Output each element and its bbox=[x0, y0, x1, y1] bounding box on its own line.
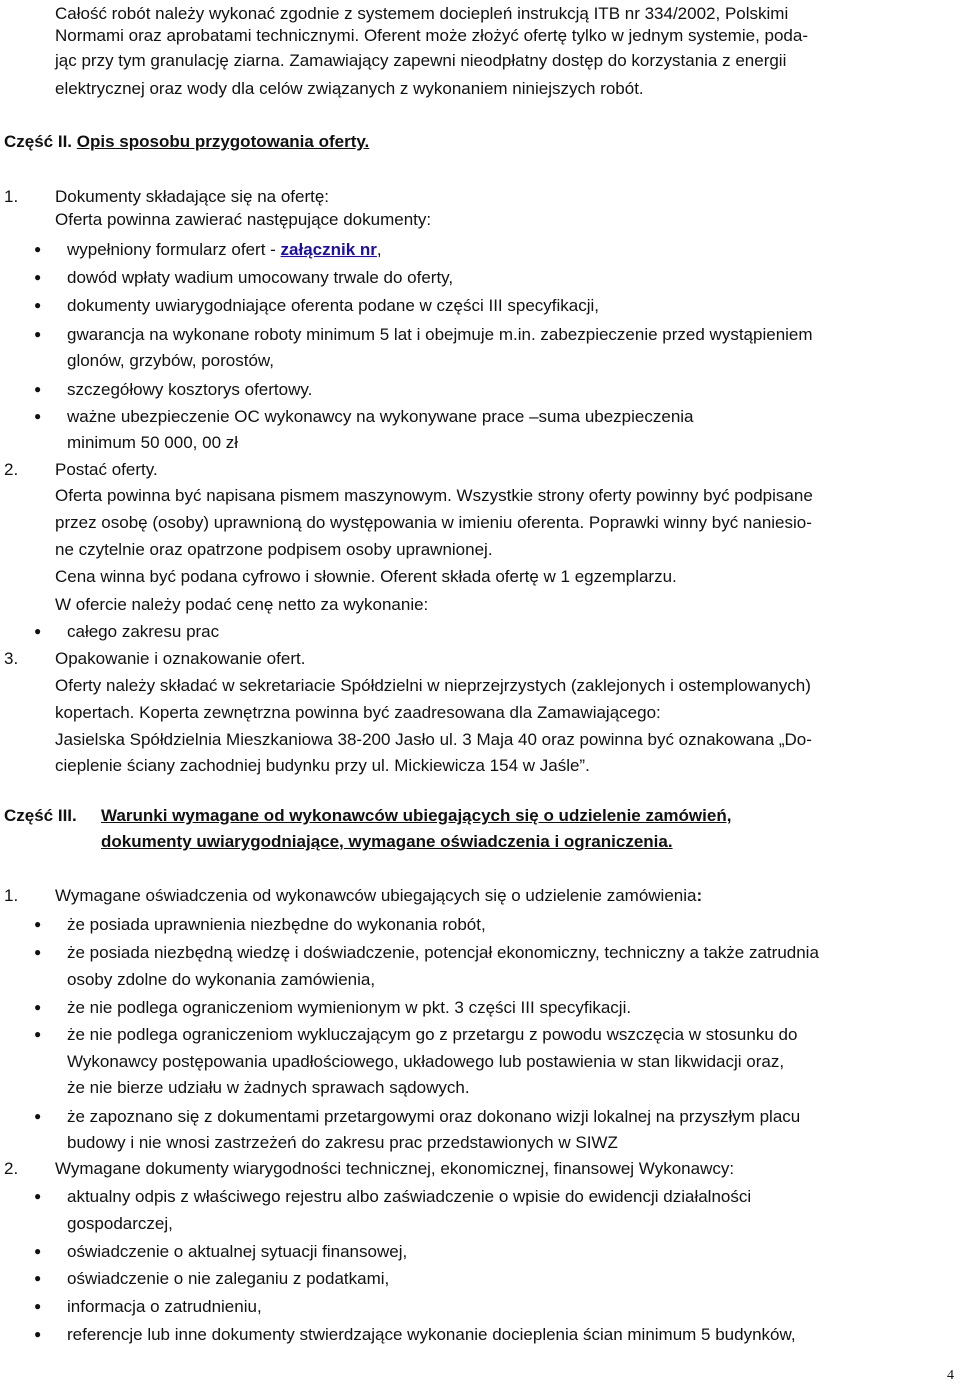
p3-s1-bullet-2a: że posiada niezbędną wiedzę i doświadczenie, potencjał ekonomiczny, techniczny a także zatrudnia bbox=[67, 943, 819, 962]
p3-s2-num: 2. bbox=[4, 1159, 19, 1178]
p2-s1-bullet-4b: glonów, grzybów, porostów, bbox=[67, 351, 274, 370]
p2-s3-line-4: cieplenie ściany zachodniej budynku przy ul. Mickiewicza 154 w Jaśle”. bbox=[55, 756, 590, 775]
bullet-icon: ● bbox=[34, 1299, 42, 1313]
p2-s1-num: 1. bbox=[4, 187, 19, 206]
p3-s1-title-colon: : bbox=[696, 886, 703, 905]
p3-s1-bullet-4a: że nie podlega ograniczeniom wykluczającym go z przetargu z powodu wszczęcia w stosunku do bbox=[67, 1025, 798, 1044]
p2-s2-bullet-1: całego zakresu prac bbox=[67, 622, 220, 641]
bullet-icon: ● bbox=[34, 242, 42, 256]
p2-s2-num: 2. bbox=[4, 460, 19, 479]
bullet-icon: ● bbox=[34, 298, 42, 312]
p3-s1-bullet-1: że posiada uprawnienia niezbędne do wykonania robót, bbox=[67, 915, 486, 934]
p2-s2-line-5: W ofercie należy podać cenę netto za wykonanie: bbox=[55, 595, 429, 614]
attachment-link[interactable]: załącznik nr bbox=[280, 240, 377, 259]
p2-s1-bullet-2: dowód wpłaty wadium umocowany trwale do oferty, bbox=[67, 268, 454, 287]
p2-s2-line-3: ne czytelnie oraz opatrzone podpisem osoby uprawnionej. bbox=[55, 540, 493, 559]
p3-s1-title-text: Wymagane oświadczenia od wykonawców ubiegających się o udzielenie zamówienia bbox=[55, 886, 697, 905]
p2-s1-title: Dokumenty składające się na ofertę: bbox=[55, 187, 330, 206]
p2-s1-bullet-4a: gwarancja na wykonane roboty minimum 5 lat i obejmuje m.in. zabezpieczenie przed wystąpieniem bbox=[67, 325, 813, 344]
part3-title-2: dokumenty uwiarygodniające, wymagane oświadczenia i ograniczenia. bbox=[101, 832, 673, 851]
p2-s1-bullet-6b: minimum 50 000, 00 zł bbox=[67, 433, 239, 452]
p2-s3-num: 3. bbox=[4, 649, 19, 668]
p2-s3-line-3: Jasielska Spółdzielnia Mieszkaniowa 38-200 Jasło ul. 3 Maja 40 oraz powinna być oznakowana „Do- bbox=[55, 730, 812, 749]
p2-s3-line-2: kopertach. Koperta zewnętrzna powinna być zaadresowana dla Zamawiającego: bbox=[55, 703, 661, 722]
bullet-icon: ● bbox=[34, 409, 42, 423]
p2-s2-line-1: Oferta powinna być napisana pismem maszynowym. Wszystkie strony oferty powinny być podpisane bbox=[55, 486, 813, 505]
p2-s1-bullet-6a: ważne ubezpieczenie OC wykonawcy na wykonywane prace –suma ubezpieczenia bbox=[67, 407, 694, 426]
intro-line-2: Normami oraz aprobatami technicznymi. Oferent może złożyć ofertę tylko w jednym systemie, poda- bbox=[55, 26, 808, 45]
part2-label: Część II. bbox=[4, 132, 73, 151]
bullet-icon: ● bbox=[34, 270, 42, 284]
bullet-icon: ● bbox=[34, 917, 42, 931]
p3-s1-bullet-4b: Wykonawcy postępowania upadłościowego, układowego lub postawienia w stan likwidacji oraz, bbox=[67, 1052, 785, 1071]
p3-s2-bullet-1a: aktualny odpis z właściwego rejestru albo zaświadczenie o wpisie do ewidencji działalności bbox=[67, 1187, 752, 1206]
p3-s1-bullet-2b: osoby zdolne do wykonania zamówienia, bbox=[67, 970, 376, 989]
p3-s1-num: 1. bbox=[4, 886, 19, 905]
bullet-text: wypełniony formularz ofert - bbox=[67, 240, 281, 259]
bullet-icon: ● bbox=[34, 1271, 42, 1285]
p2-s1-bullet-1 bbox=[67, 236, 382, 263]
bullet-icon: ● bbox=[34, 945, 42, 959]
part3-label: Część III. bbox=[4, 806, 77, 825]
p3-s2-bullet-1b: gospodarczej, bbox=[67, 1214, 173, 1233]
bullet-icon: ● bbox=[34, 1189, 42, 1203]
bullet-icon: ● bbox=[34, 382, 42, 396]
p2-s1-intro: Oferta powinna zawierać następujące dokumenty: bbox=[55, 210, 432, 229]
bullet-icon: ● bbox=[34, 624, 42, 638]
bullet-icon: ● bbox=[34, 1109, 42, 1123]
bullet-icon: ● bbox=[34, 1027, 42, 1041]
intro-line-3: jąc przy tym granulację ziarna. Zamawiający zapewni nieodpłatny dostęp do korzystania z energii bbox=[55, 51, 787, 70]
p3-s1-bullet-4c: że nie bierze udziału w żadnych sprawach sądowych. bbox=[67, 1078, 470, 1097]
intro-line-4: elektrycznej oraz wody dla celów związanych z wykonaniem niniejszych robót. bbox=[55, 79, 644, 98]
p3-s2-bullet-4: informacja o zatrudnieniu, bbox=[67, 1297, 262, 1316]
part2-heading bbox=[4, 128, 369, 155]
p3-s1-bullet-3: że nie podlega ograniczeniom wymienionym w pkt. 3 części III specyfikacji. bbox=[67, 998, 632, 1017]
p3-s2-title: Wymagane dokumenty wiarygodności technicznej, ekonomicznej, finansowej Wykonawcy: bbox=[55, 1159, 735, 1178]
p2-s1-bullet-5: szczegółowy kosztorys ofertowy. bbox=[67, 380, 313, 399]
p2-s2-line-4: Cena winna być podana cyfrowo i słownie. Oferent składa ofertę w 1 egzemplarzu. bbox=[55, 567, 677, 586]
p2-s2-line-2: przez osobę (osoby) uprawnioną do występowania w imieniu oferenta. Poprawki winny być naniesio- bbox=[55, 513, 812, 532]
part2-title: Opis sposobu przygotowania oferty. bbox=[76, 132, 370, 151]
p2-s3-title: Opakowanie i oznakowanie ofert. bbox=[55, 649, 306, 668]
bullet-icon: ● bbox=[34, 1000, 42, 1014]
intro-line-1: Całość robót należy wykonać zgodnie z systemem dociepleń instrukcją ITB nr 334/2002, Polskimi bbox=[55, 4, 789, 23]
p3-s1-bullet-5b: budowy i nie wnosi zastrzeżeń do zakresu prac przedstawionych w SIWZ bbox=[67, 1133, 618, 1152]
bullet-icon: ● bbox=[34, 1244, 42, 1258]
p3-s2-bullet-2: oświadczenie o aktualnej sytuacji finansowej, bbox=[67, 1242, 408, 1261]
bullet-icon: ● bbox=[34, 327, 42, 341]
p2-s2-title: Postać oferty. bbox=[55, 460, 158, 479]
part3-title-1: Warunki wymagane od wykonawców ubiegających się o udzielenie zamówień, bbox=[101, 806, 732, 825]
bullet-text: , bbox=[376, 240, 382, 259]
p2-s3-line-1: Oferty należy składać w sekretariacie Spółdzielni w nieprzejrzystych (zaklejonych i ostemplowanych) bbox=[55, 676, 811, 695]
p3-s1-title bbox=[55, 882, 702, 909]
p3-s1-bullet-5a: że zapoznano się z dokumentami przetargowymi oraz dokonano wizji lokalnej na przyszłym placu bbox=[67, 1107, 801, 1126]
bullet-icon: ● bbox=[34, 1327, 42, 1341]
p3-s2-bullet-3: oświadczenie o nie zaleganiu z podatkami, bbox=[67, 1269, 390, 1288]
page-number: 4 bbox=[947, 1368, 954, 1383]
p2-s1-bullet-3: dokumenty uwiarygodniające oferenta podane w części III specyfikacji, bbox=[67, 296, 600, 315]
p3-s2-bullet-5: referencje lub inne dokumenty stwierdzające wykonanie docieplenia ścian minimum 5 budynków, bbox=[67, 1325, 796, 1344]
